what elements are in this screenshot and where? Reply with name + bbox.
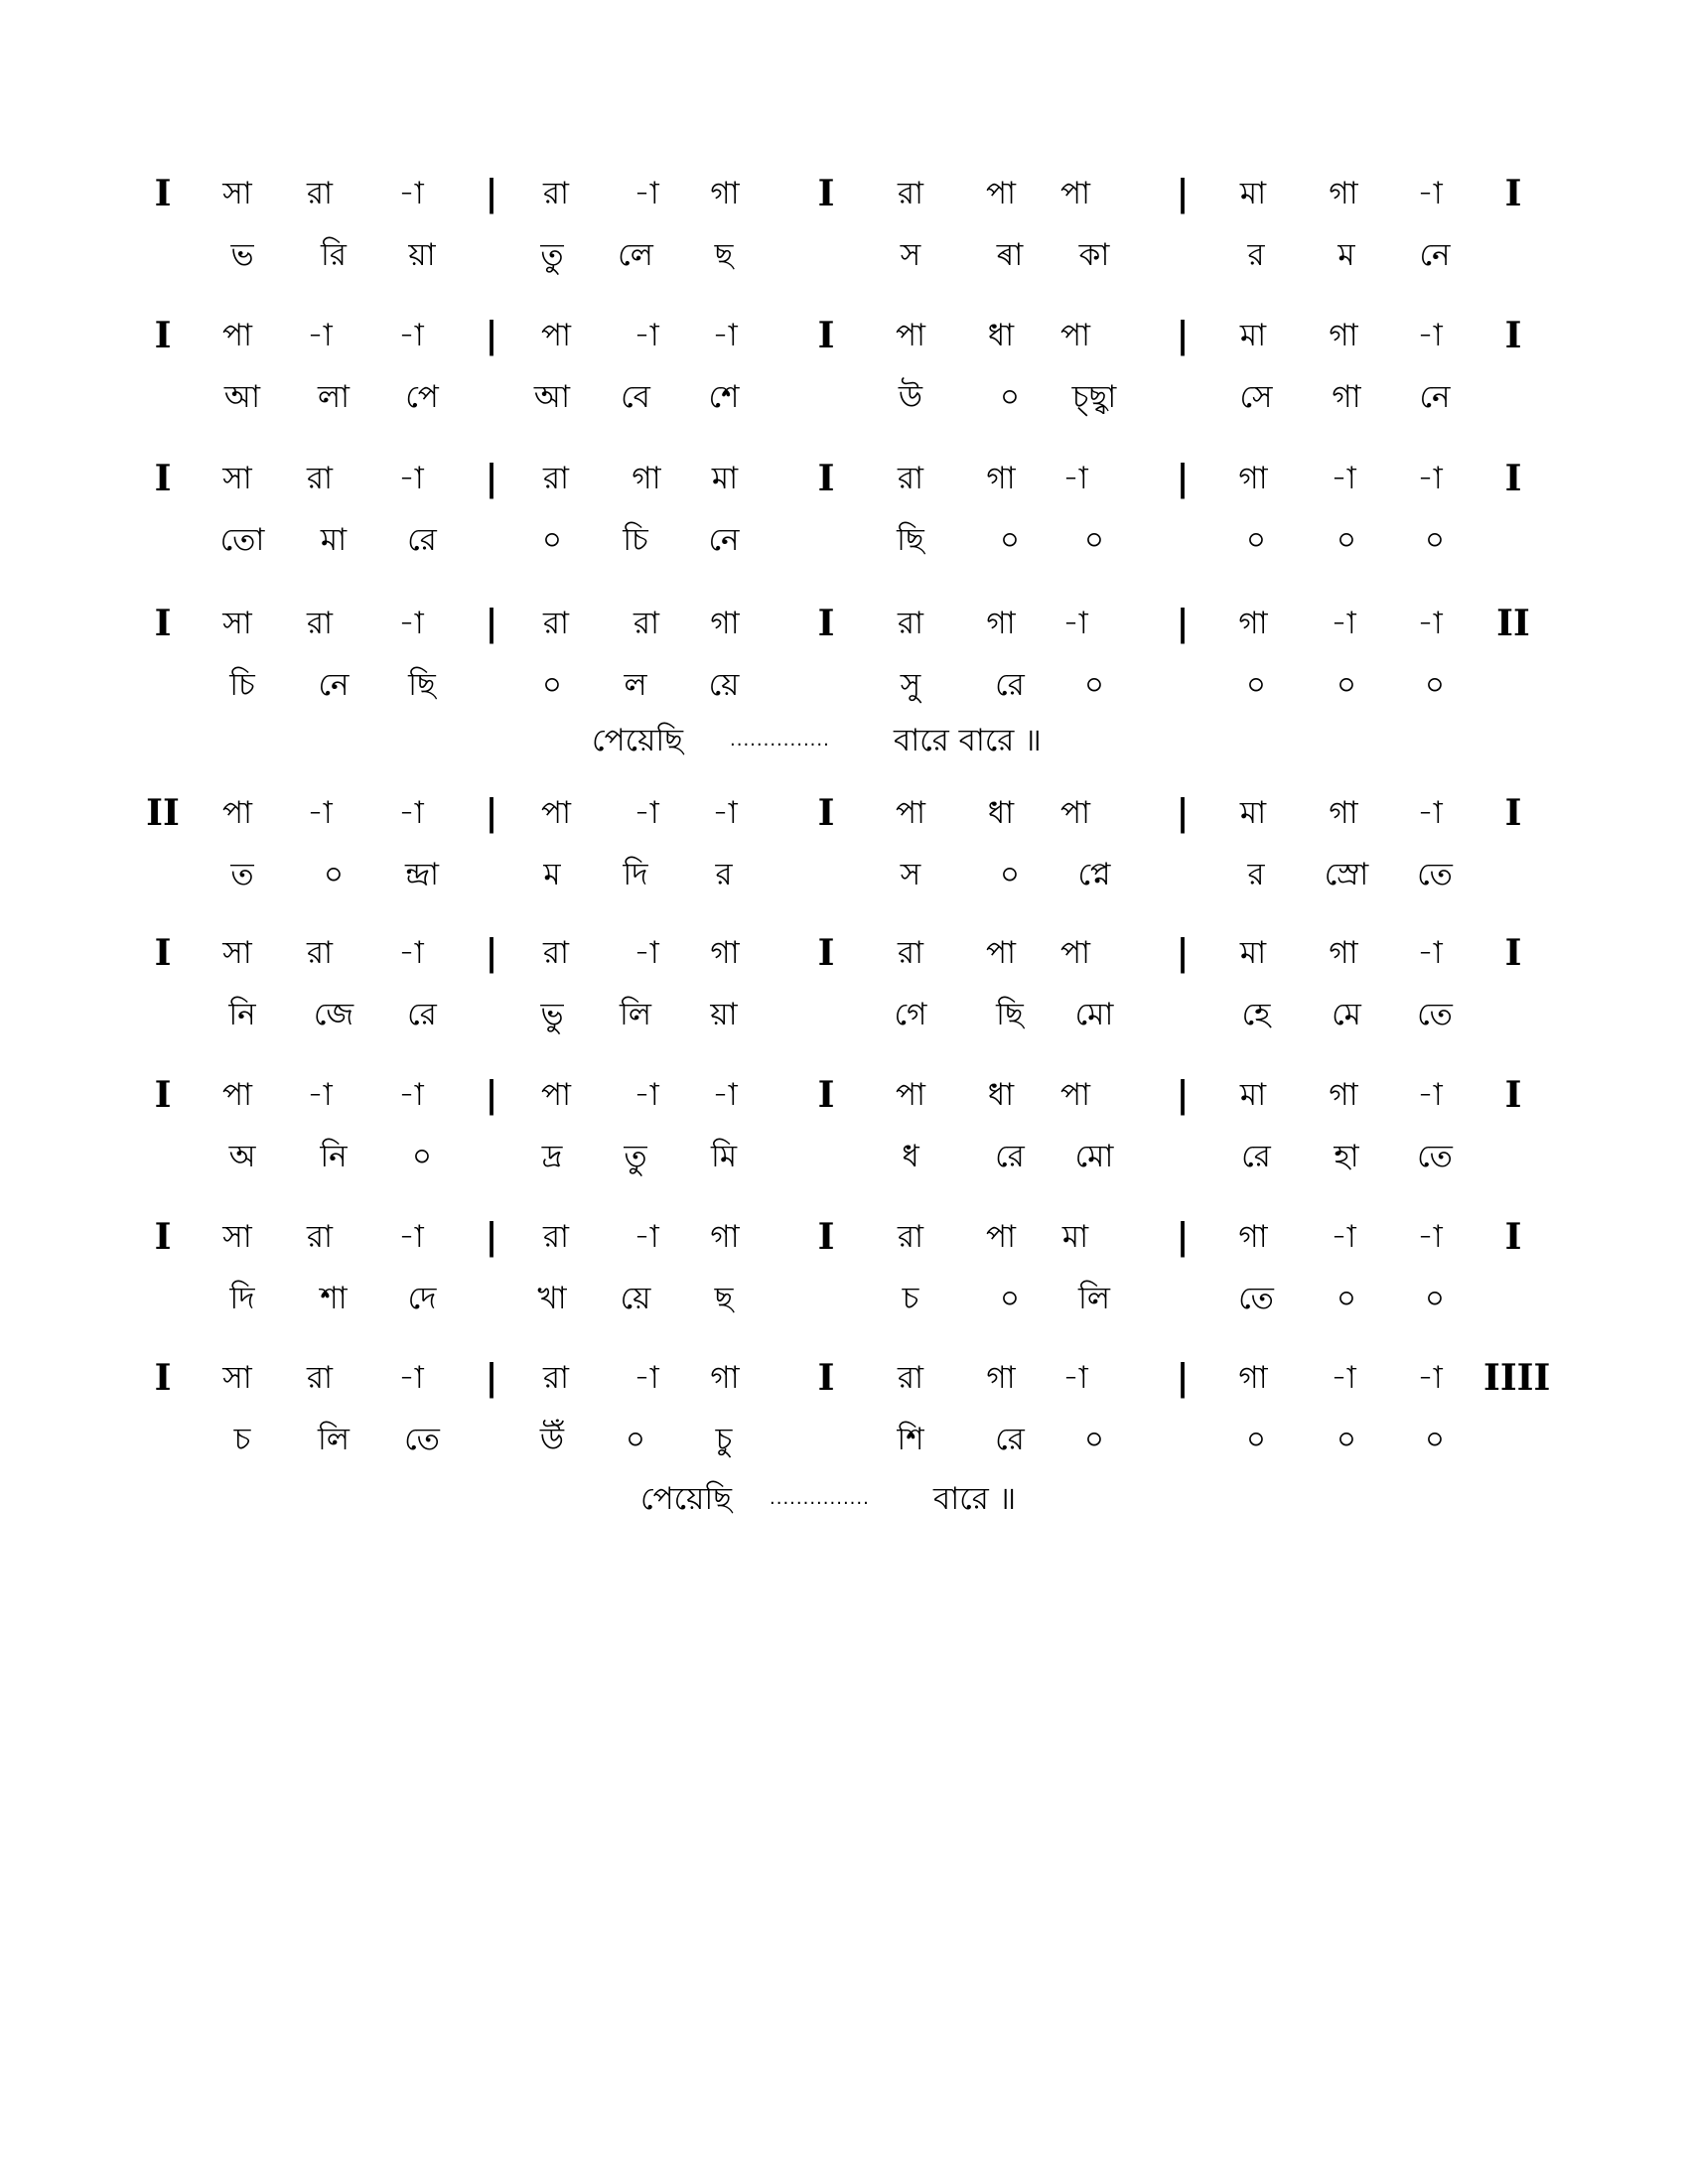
sargam-row	[0, 781, 1688, 845]
note: পা	[985, 935, 1017, 971]
lyric-syllable: ম	[543, 857, 561, 892]
lyric-syllable: আ	[223, 379, 261, 415]
lyric-syllable: রে	[995, 1422, 1025, 1457]
note: পা	[221, 795, 253, 831]
bar-line: |	[485, 1216, 498, 1258]
lyric-syllable: ধ	[902, 1139, 919, 1174]
note: -া	[1062, 1360, 1088, 1396]
lyric-syllable: আ	[533, 379, 571, 415]
sargam-row	[0, 162, 1688, 225]
lyric-syllable: নে	[318, 667, 350, 703]
refrain-line	[0, 1469, 1688, 1529]
lyric-syllable: চ্ছ্বা	[1071, 379, 1117, 415]
bar-line: I	[817, 173, 835, 214]
note: -া	[712, 318, 738, 353]
lyric-syllable: ০	[1424, 667, 1446, 703]
lyric-syllable: চ	[233, 1422, 251, 1457]
lyric-syllable: নে	[1419, 237, 1451, 273]
lyric-syllable: ০	[1083, 1422, 1105, 1457]
lyric-syllable: ভ	[230, 237, 254, 273]
lyric-syllable: উঁ	[539, 1422, 565, 1457]
note: গা	[1329, 318, 1358, 353]
refrain-dots: ...............	[730, 730, 830, 751]
note: গা	[1238, 1360, 1268, 1396]
lyric-syllable: নি	[228, 997, 256, 1032]
note: পা	[540, 795, 572, 831]
note: সা	[222, 176, 252, 211]
note: পা	[895, 318, 926, 353]
note: পা	[1059, 176, 1091, 211]
lyric-syllable: ০	[1083, 522, 1105, 558]
lyric-syllable: লি	[318, 1422, 350, 1457]
lyric-syllable: ত	[230, 857, 254, 892]
lyric-syllable: ০	[999, 1281, 1021, 1316]
lyric-row	[0, 223, 1688, 287]
note: মা	[1239, 935, 1267, 971]
note: -া	[1062, 461, 1088, 496]
lyric-syllable: ০	[999, 379, 1021, 415]
note: রা	[542, 176, 570, 211]
note: গা	[1238, 461, 1268, 496]
bar-line: I	[1504, 1216, 1522, 1258]
bar-line: II	[1496, 603, 1530, 644]
note: সা	[222, 606, 252, 641]
lyric-row	[0, 1408, 1688, 1471]
note: -া	[1417, 795, 1443, 831]
lyric-syllable: য়ে	[620, 1281, 651, 1316]
note: গা	[710, 935, 740, 971]
note: -া	[398, 1077, 424, 1113]
lyric-syllable: শি	[897, 1422, 924, 1457]
lyric-syllable: ০	[541, 522, 563, 558]
bar-line: |	[485, 932, 498, 974]
lyric-row	[0, 365, 1688, 429]
lyric-syllable: ন্দ্রা	[404, 857, 440, 892]
lyric-syllable: দি	[623, 857, 648, 892]
bar-line: |	[485, 458, 498, 499]
note: পা	[895, 1077, 926, 1113]
lyric-syllable: ০	[1336, 1281, 1357, 1316]
note: সা	[222, 935, 252, 971]
bar-line: I	[154, 1074, 172, 1116]
lyric-syllable: লে	[618, 237, 653, 273]
lyric-syllable: স	[900, 237, 921, 273]
bar-line: |	[1176, 458, 1190, 499]
note: পা	[1059, 935, 1091, 971]
note: রা	[897, 606, 924, 641]
bar-line: |	[485, 1357, 498, 1399]
sargam-row	[0, 447, 1688, 510]
lyric-syllable: ০	[1336, 522, 1357, 558]
refrain-end: বারে ॥	[933, 1481, 1017, 1517]
lyric-syllable: ০	[1245, 1422, 1267, 1457]
lyric-syllable: মে	[1332, 997, 1361, 1032]
bar-line: |	[485, 792, 498, 834]
lyric-syllable: রে	[995, 667, 1025, 703]
sargam-row	[0, 921, 1688, 985]
note: -া	[307, 795, 333, 831]
lyric-syllable: ০	[625, 1422, 646, 1457]
lyric-syllable: তে	[1417, 857, 1453, 892]
lyric-syllable: লি	[1078, 1281, 1110, 1316]
note: পা	[985, 176, 1017, 211]
lyric-syllable: গা	[1332, 379, 1361, 415]
bar-line: |	[1176, 1074, 1190, 1116]
note: মা	[1239, 795, 1267, 831]
lyric-syllable: রে	[407, 997, 437, 1032]
note: গা	[986, 461, 1016, 496]
note: -া	[1417, 1360, 1443, 1396]
bar-line: I	[154, 932, 172, 974]
lyric-syllable: ০	[1336, 667, 1357, 703]
sargam-row	[0, 304, 1688, 367]
note: মা	[1239, 1077, 1267, 1113]
note: সা	[222, 461, 252, 496]
lyric-syllable: মো	[1074, 997, 1114, 1032]
note: -া	[398, 795, 424, 831]
note: পা	[1059, 1077, 1091, 1113]
note: রা	[306, 1360, 334, 1396]
lyric-syllable: অ	[228, 1139, 256, 1174]
note: -া	[307, 318, 333, 353]
note: -া	[633, 1077, 659, 1113]
lyric-syllable: তে	[1417, 997, 1453, 1032]
refrain-start: পেয়েছি	[592, 723, 683, 758]
note: রা	[306, 1219, 334, 1255]
bar-line: |	[1176, 1357, 1190, 1399]
note: -া	[633, 318, 659, 353]
note: পা	[221, 1077, 253, 1113]
note: পা	[540, 1077, 572, 1113]
bar-line: |	[1176, 932, 1190, 974]
note: পা	[895, 795, 926, 831]
note: রা	[542, 606, 570, 641]
lyric-row	[0, 1267, 1688, 1330]
lyric-syllable: প্নে	[1077, 857, 1111, 892]
lyric-syllable: ছি	[996, 997, 1024, 1032]
lyric-syllable: ০	[1245, 522, 1267, 558]
sargam-row	[0, 1205, 1688, 1269]
lyric-syllable: হে	[1241, 997, 1271, 1032]
note: পা	[540, 318, 572, 353]
note: সা	[222, 1360, 252, 1396]
bar-line: I	[1504, 932, 1522, 974]
note: -া	[398, 461, 424, 496]
lyric-syllable: য়া	[710, 997, 738, 1032]
note: -া	[633, 1219, 659, 1255]
lyric-syllable: চ	[902, 1281, 919, 1316]
lyric-row	[0, 508, 1688, 572]
note: গা	[1329, 176, 1358, 211]
lyric-syllable: কা	[1078, 237, 1110, 273]
bar-line: I	[817, 932, 835, 974]
lyric-syllable: নে	[708, 522, 740, 558]
lyric-syllable: বে	[621, 379, 650, 415]
lyric-syllable: ০	[999, 857, 1021, 892]
bar-line: |	[485, 315, 498, 356]
note: গা	[1329, 1077, 1358, 1113]
note: রা	[542, 461, 570, 496]
note: মা	[1239, 318, 1267, 353]
lyric-syllable: উ	[898, 379, 923, 415]
bar-line: I	[154, 1216, 172, 1258]
note: গা	[710, 1219, 740, 1255]
note: -া	[1331, 1360, 1356, 1396]
bar-line: I	[817, 315, 835, 356]
bar-line: I	[817, 792, 835, 834]
lyric-syllable: ০	[1245, 667, 1267, 703]
note: রা	[542, 1360, 570, 1396]
lyric-syllable: চু	[715, 1422, 733, 1457]
lyric-syllable: ল	[624, 667, 647, 703]
note: -া	[1417, 606, 1443, 641]
lyric-syllable: র	[1247, 857, 1265, 892]
lyric-syllable: ০	[411, 1139, 433, 1174]
note: গা	[1238, 1219, 1268, 1255]
bar-line: I	[154, 1357, 172, 1399]
note: গা	[1329, 795, 1358, 831]
lyric-syllable: ০	[1424, 522, 1446, 558]
note: পা	[1059, 795, 1091, 831]
lyric-syllable: ০	[541, 667, 563, 703]
lyric-syllable: তে	[1238, 1281, 1274, 1316]
bar-line: |	[485, 1074, 498, 1116]
lyric-syllable: ০	[1083, 667, 1105, 703]
note: -া	[1417, 461, 1443, 496]
note: গা	[632, 461, 661, 496]
lyric-syllable: রে	[1241, 1139, 1271, 1174]
note: রা	[542, 1219, 570, 1255]
bar-line: |	[1176, 173, 1190, 214]
lyric-syllable: মো	[1074, 1139, 1114, 1174]
note: ধা	[987, 795, 1015, 831]
lyric-syllable: য়া	[408, 237, 436, 273]
bar-line: I	[154, 315, 172, 356]
lyric-row	[0, 983, 1688, 1046]
note: -া	[712, 795, 738, 831]
note: -া	[633, 176, 659, 211]
lyric-syllable: স	[900, 857, 921, 892]
lyric-syllable: চি	[229, 667, 255, 703]
note: -া	[633, 795, 659, 831]
note: গা	[1329, 935, 1358, 971]
bar-line: IIII	[1483, 1357, 1551, 1399]
lyric-syllable: রে	[407, 522, 437, 558]
lyric-syllable: রি	[321, 237, 347, 273]
note: -া	[712, 1077, 738, 1113]
note: -া	[398, 935, 424, 971]
bar-line: I	[154, 458, 172, 499]
note: গা	[986, 1360, 1016, 1396]
lyric-syllable: খা	[537, 1281, 567, 1316]
lyric-syllable: ছি	[897, 522, 924, 558]
lyric-syllable: লা	[317, 379, 351, 415]
lyric-syllable: ০	[1424, 1422, 1446, 1457]
lyric-row	[0, 653, 1688, 717]
note: -া	[633, 1360, 659, 1396]
bar-line: |	[1176, 603, 1190, 644]
bar-line: II	[146, 792, 180, 834]
note: -া	[307, 1077, 333, 1113]
lyric-syllable: গে	[894, 997, 927, 1032]
note: -া	[398, 176, 424, 211]
bar-line: I	[1504, 458, 1522, 499]
bar-line: |	[1176, 315, 1190, 356]
lyric-syllable: ভু	[540, 997, 564, 1032]
lyric-syllable: সু	[900, 667, 921, 703]
lyric-syllable: য়ে	[708, 667, 740, 703]
lyric-syllable: তু	[624, 1139, 647, 1174]
bar-line: I	[817, 1357, 835, 1399]
note: পা	[985, 1219, 1017, 1255]
lyric-syllable: শা	[320, 1281, 348, 1316]
bar-line: I	[1504, 315, 1522, 356]
lyric-syllable: লি	[620, 997, 651, 1032]
lyric-syllable: নে	[1419, 379, 1451, 415]
lyric-syllable: শে	[708, 379, 740, 415]
lyric-syllable: দি	[229, 1281, 255, 1316]
note: রা	[897, 1360, 924, 1396]
note: ধা	[987, 1077, 1015, 1113]
note: মা	[711, 461, 739, 496]
refrain-dots: ...............	[770, 1488, 870, 1509]
sargam-row	[0, 592, 1688, 655]
lyric-syllable: তে	[404, 1422, 440, 1457]
refrain-line	[0, 711, 1688, 770]
bar-line: I	[1504, 1074, 1522, 1116]
lyric-syllable: ০	[1424, 1281, 1446, 1316]
note: -া	[398, 606, 424, 641]
note: গা	[986, 606, 1016, 641]
note: রা	[306, 606, 334, 641]
lyric-syllable: রে	[995, 1139, 1025, 1174]
lyric-row	[0, 1125, 1688, 1188]
note: রা	[306, 935, 334, 971]
lyric-syllable: তো	[219, 522, 265, 558]
lyric-syllable: স্রো	[1324, 857, 1369, 892]
lyric-syllable: মা	[320, 522, 348, 558]
note: -া	[1417, 1077, 1443, 1113]
note: ধা	[987, 318, 1015, 353]
note: মা	[1061, 1219, 1089, 1255]
lyric-syllable: ছি	[408, 667, 436, 703]
bar-line: I	[1504, 173, 1522, 214]
bar-line: |	[485, 603, 498, 644]
note: রা	[897, 1219, 924, 1255]
note: রা	[633, 606, 660, 641]
lyric-syllable: পে	[405, 379, 439, 415]
note: -া	[1331, 461, 1356, 496]
note: -া	[1417, 176, 1443, 211]
lyric-syllable: ০	[999, 522, 1021, 558]
sargam-row	[0, 1346, 1688, 1410]
note: মা	[1239, 176, 1267, 211]
note: -া	[398, 318, 424, 353]
note: -া	[1417, 935, 1443, 971]
note: পা	[1059, 318, 1091, 353]
lyric-syllable: ৰা	[996, 237, 1024, 273]
lyric-syllable: জে	[313, 997, 354, 1032]
bar-line: |	[1176, 1216, 1190, 1258]
note: পা	[221, 318, 253, 353]
note: -া	[633, 935, 659, 971]
lyric-syllable: তে	[1417, 1139, 1453, 1174]
bar-line: I	[817, 603, 835, 644]
lyric-syllable: র	[1247, 237, 1265, 273]
sargam-row	[0, 1063, 1688, 1127]
note: -া	[1331, 1219, 1356, 1255]
note: গা	[710, 606, 740, 641]
bar-line: I	[817, 1216, 835, 1258]
lyric-syllable: দে	[407, 1281, 437, 1316]
note: -া	[398, 1360, 424, 1396]
lyric-syllable: চি	[623, 522, 648, 558]
note: -া	[1062, 606, 1088, 641]
note: রা	[306, 461, 334, 496]
lyric-syllable: ০	[323, 857, 345, 892]
lyric-syllable: র	[715, 857, 733, 892]
note: রা	[897, 935, 924, 971]
note: গা	[1238, 606, 1268, 641]
refrain-start: পেয়েছি	[640, 1481, 732, 1517]
refrain-end: বারে বারে ॥	[894, 723, 1042, 758]
lyric-syllable: ছ	[714, 237, 734, 273]
lyric-syllable: সে	[1239, 379, 1273, 415]
bar-line: |	[485, 173, 498, 214]
bar-line: I	[817, 458, 835, 499]
lyric-syllable: হা	[1334, 1139, 1359, 1174]
lyric-row	[0, 843, 1688, 906]
lyric-syllable: নি	[320, 1139, 348, 1174]
bar-line: I	[817, 1074, 835, 1116]
bar-line: I	[1504, 792, 1522, 834]
note: গা	[710, 176, 740, 211]
lyric-syllable: ০	[1336, 1422, 1357, 1457]
note: গা	[710, 1360, 740, 1396]
note: -া	[1331, 606, 1356, 641]
lyric-syllable: তু	[540, 237, 564, 273]
note: রা	[897, 461, 924, 496]
note: -া	[1417, 1219, 1443, 1255]
lyric-syllable: ছ	[714, 1281, 734, 1316]
note: সা	[222, 1219, 252, 1255]
note: রা	[306, 176, 334, 211]
lyric-syllable: দ্র	[541, 1139, 563, 1174]
note: রা	[542, 935, 570, 971]
bar-line: I	[154, 173, 172, 214]
note: -া	[398, 1219, 424, 1255]
lyric-syllable: ম	[1337, 237, 1355, 273]
bar-line: I	[154, 603, 172, 644]
lyric-syllable: মি	[710, 1139, 738, 1174]
bar-line: |	[1176, 792, 1190, 834]
note: রা	[897, 176, 924, 211]
note: -া	[1417, 318, 1443, 353]
